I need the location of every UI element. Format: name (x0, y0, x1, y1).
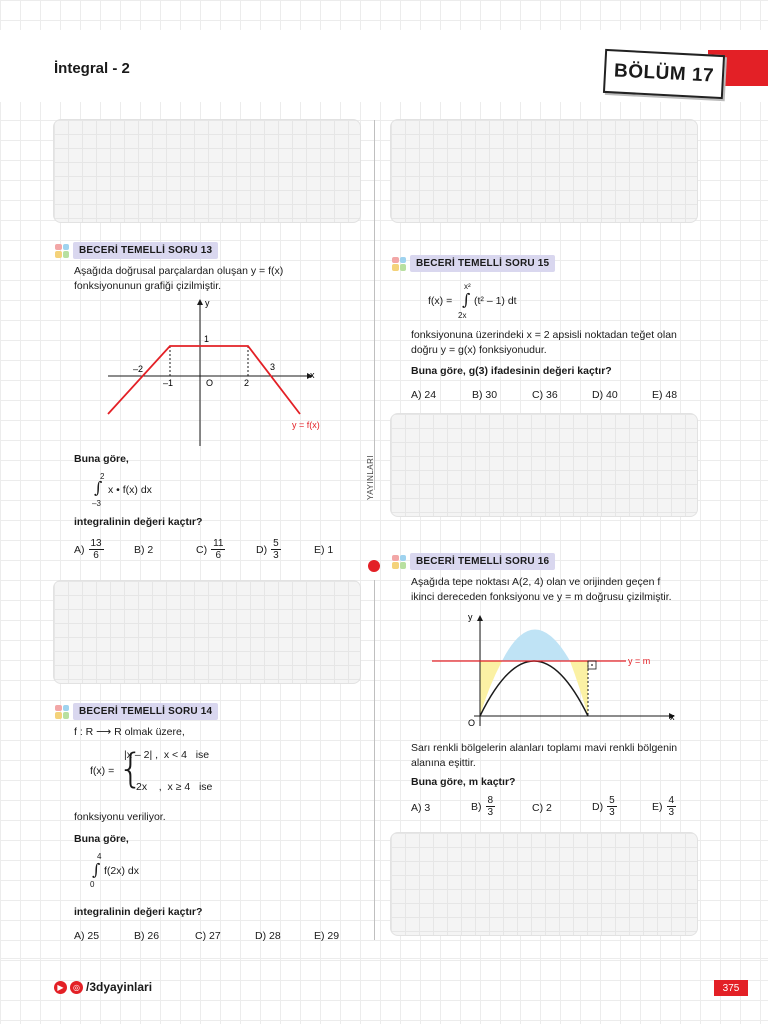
social-handle-text: /3dyayinlari (86, 980, 153, 994)
work-area-1 (53, 119, 361, 223)
q16-right-angle-dot (591, 664, 593, 666)
q15-option-c[interactable] (532, 389, 558, 401)
q13-badge-wrap (55, 242, 218, 259)
q14-option-e[interactable] (314, 930, 339, 942)
brace-icon: { (118, 746, 144, 792)
q16-d-den: 3 (609, 807, 615, 818)
footer-divider (0, 958, 768, 959)
q14-int-body: f(2x) dx (104, 865, 140, 877)
page-number: 375 (714, 980, 748, 996)
youtube-icon: ▶ (54, 981, 67, 994)
chapter-label: BÖLÜM 17 (613, 60, 715, 87)
q16-label-line: y = m (628, 656, 651, 666)
social-handle[interactable] (54, 980, 152, 994)
q16-ask: Buna göre, m kaçtır? (411, 776, 516, 788)
q13-text-2: fonksiyonunun grafiği çizilmiştir. (74, 280, 222, 292)
q15-fx: f(x) = (428, 295, 453, 307)
q14-int-lower: 0 (90, 880, 95, 889)
column-divider (374, 120, 375, 490)
q16-option-c[interactable] (532, 802, 552, 814)
q14-option-b-label: B) 26 (134, 930, 160, 942)
q15-int-lower: 2x (458, 311, 467, 320)
q15-option-a-label: A) 24 (411, 389, 437, 401)
q16-text-3: Sarı renkli bölgelerin alanları toplamı mavi renkli bölgenin (411, 742, 678, 754)
q14-option-e-label: E) 29 (314, 930, 340, 942)
q15-option-a[interactable] (411, 389, 436, 401)
q14-option-d[interactable] (255, 930, 281, 942)
q16-label-y: y (468, 612, 473, 622)
q14-case-1: |x – 2| , x < 4 ise (124, 749, 210, 761)
q15-option-e[interactable] (652, 389, 677, 401)
q13-d-den: 3 (273, 550, 279, 561)
publisher-side-text: YAYINLARI (366, 454, 375, 500)
q16-badge: BECERİ TEMELLİ SORU 16 (410, 553, 555, 570)
q13-int-lower: –3 (92, 499, 101, 508)
q13-label-one: 1 (204, 334, 210, 344)
q13-text-1: Aşağıda doğrusal parçalardan oluşan y = f(x) (74, 265, 284, 277)
integral-sign-icon: ∫ (462, 290, 471, 309)
q15-option-e-label: E) 48 (652, 389, 678, 401)
q13-int-body: x • f(x) dx (108, 484, 152, 496)
q13-int-upper: 2 (100, 472, 105, 481)
q14-badge: BECERİ TEMELLİ SORU 14 (73, 703, 218, 720)
q13-label-x: x (310, 370, 315, 380)
q14-fx: f(x) = (90, 765, 115, 777)
q13-label-two: 2 (244, 378, 250, 388)
q13-option-c-label: C) (196, 543, 208, 556)
work-area-5 (390, 832, 698, 936)
q13-a-num: 13 (90, 538, 102, 549)
q13-c-num: 11 (213, 538, 224, 549)
q16-option-e-label: E) (652, 800, 663, 813)
integral-sign-icon: ∫ (92, 860, 101, 879)
q13-label-m1: –1 (163, 378, 174, 388)
puzzle-icon (55, 705, 69, 719)
q16-blue-region (502, 630, 570, 662)
q15-option-b-label: B) 30 (472, 389, 498, 401)
q13-label-origin: O (206, 378, 214, 388)
q15-badge: BECERİ TEMELLİ SORU 15 (410, 255, 555, 272)
q14-text-1: f : R ⟶ R olmak üzere, (74, 726, 185, 738)
q16-label-origin: O (468, 718, 476, 728)
work-area-4 (390, 413, 698, 517)
q14-option-c[interactable] (195, 930, 221, 942)
puzzle-icon (392, 555, 406, 569)
q16-option-d-fraction (607, 795, 617, 818)
puzzle-icon (55, 244, 69, 258)
q16-badge-wrap (392, 553, 555, 570)
q15-ask: Buna göre, g(3) ifadesinin değeri kaçtır? (411, 365, 612, 377)
q16-b-den: 3 (487, 807, 494, 818)
q16-option-d[interactable] (592, 795, 617, 818)
q13-integral (88, 472, 208, 510)
q15-text-1: fonksiyonuna üzerindeki x = 2 apsisli noktadan teğet olan (411, 329, 677, 341)
q16-option-c-label: C) 2 (532, 802, 552, 814)
q16-option-b-fraction (486, 795, 496, 818)
q14-piecewise (90, 745, 270, 797)
q13-option-d-fraction (271, 538, 281, 561)
q13-option-e[interactable] (314, 544, 333, 556)
q16-option-b-label: B) (471, 800, 482, 813)
q13-given: Buna göre, (74, 453, 129, 465)
q15-option-c-label: C) 36 (532, 389, 558, 401)
q16-option-e[interactable] (652, 795, 676, 818)
q14-case-2: 2x , x ≥ 4 ise (136, 781, 213, 793)
q13-option-a-fraction (89, 538, 104, 561)
q14-badge-wrap (55, 703, 218, 720)
q13-label-y: y (205, 298, 210, 308)
q16-e-den: 3 (668, 807, 675, 818)
work-area-2 (53, 580, 361, 684)
q15-function (428, 282, 588, 322)
q16-text-4: alanına eşittir. (411, 757, 476, 769)
q14-option-c-label: C) 27 (195, 930, 221, 942)
q16-text-2: ikinci dereceden fonksiyonu ve y = m doğrusu çizilmiştir. (411, 591, 672, 603)
q15-text-2: doğru y = g(x) fonksiyonudur. (411, 344, 547, 356)
q13-option-a-label: A) (74, 543, 85, 556)
puzzle-icon (392, 257, 406, 271)
q13-badge: BECERİ TEMELLİ SORU 13 (73, 242, 218, 259)
q13-ask: integralinin değeri kaçtır? (74, 516, 203, 528)
q16-graph (430, 608, 680, 732)
q13-option-b[interactable] (134, 544, 153, 556)
q14-option-a-label: A) 25 (74, 930, 100, 942)
q15-badge-wrap (392, 255, 555, 272)
q15-int-upper: x² (464, 282, 471, 291)
q14-int-upper: 4 (97, 852, 102, 861)
q14-integral (88, 852, 208, 890)
publisher-logo (368, 560, 380, 572)
q13-option-b-label: B) 2 (134, 544, 154, 556)
q16-option-d-label: D) (592, 800, 604, 813)
q16-e-num: 4 (668, 795, 675, 806)
q16-option-e-fraction (667, 795, 677, 818)
q13-option-d[interactable] (256, 538, 281, 561)
q14-text-2: fonksiyonu veriliyor. (74, 811, 166, 823)
q13-label-curve: y = f(x) (292, 420, 320, 430)
q15-option-d-label: D) 40 (592, 389, 618, 401)
q16-yellow-left (480, 661, 502, 716)
q13-option-e-label: E) 1 (314, 544, 334, 556)
q16-text-1: Aşağıda tepe noktası A(2, 4) olan ve orijinden geçen f (411, 576, 661, 588)
q16-d-num: 5 (609, 795, 615, 806)
q13-label-three: 3 (270, 362, 276, 372)
q14-option-a[interactable] (74, 930, 99, 942)
q15-option-d[interactable] (592, 389, 618, 401)
q13-option-c[interactable] (196, 538, 225, 561)
column-divider (374, 580, 375, 940)
q16-b-num: 8 (487, 795, 494, 806)
q13-curve (108, 346, 300, 414)
q13-option-c-fraction (211, 538, 225, 561)
page-title: İntegral - 2 (54, 60, 130, 77)
q15-option-b[interactable] (472, 389, 497, 401)
q14-option-d-label: D) 28 (255, 930, 281, 942)
q15-int-body: (t² – 1) dt (474, 295, 517, 307)
q14-option-b[interactable] (134, 930, 159, 942)
work-area-3 (390, 119, 698, 223)
q16-label-x: x (670, 712, 675, 722)
q14-given: Buna göre, (74, 833, 129, 845)
q13-a-den: 6 (93, 550, 99, 561)
chapter-badge (603, 49, 725, 99)
q16-option-b[interactable] (471, 795, 495, 818)
q16-option-a[interactable] (411, 802, 430, 814)
q14-ask: integralinin değeri kaçtır? (74, 906, 203, 918)
q13-label-m2: –2 (133, 364, 144, 374)
q13-c-den: 6 (215, 550, 222, 561)
q16-option-a-label: A) 3 (411, 802, 431, 814)
q13-graph (100, 296, 340, 450)
q13-d-num: 5 (273, 538, 279, 549)
instagram-icon: ◎ (70, 981, 83, 994)
integral-sign-icon: ∫ (94, 478, 103, 497)
q13-option-d-label: D) (256, 543, 268, 556)
q13-option-a[interactable] (74, 538, 104, 561)
